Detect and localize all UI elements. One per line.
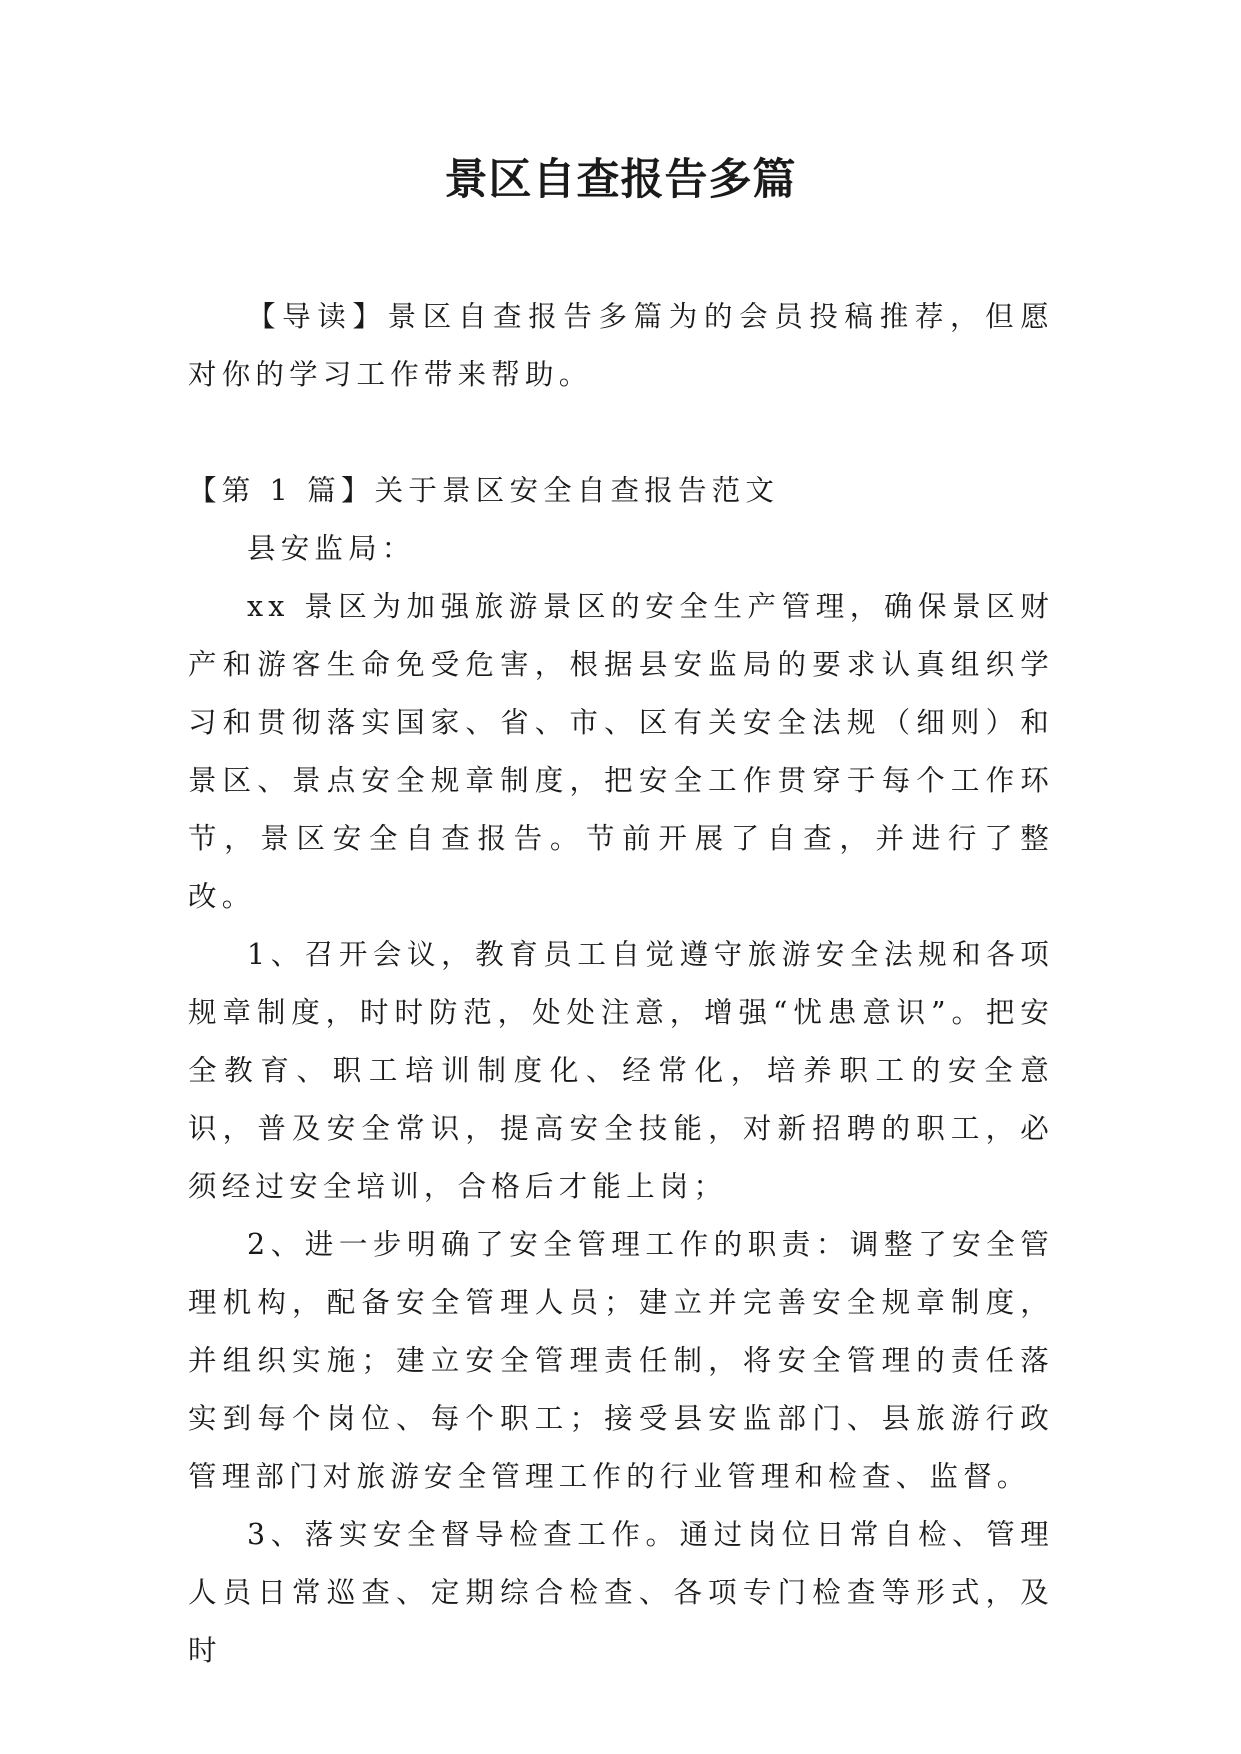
body-paragraph: 2、进一步明确了安全管理工作的职责：调整了安全管理机构，配备安全管理人员；建立并完善安全规章制度，并组织实施；建立安全管理责任制，将安全管理的责任落实到每个岗位、每个职工；接受县安监部门、县旅游行政管理部门对旅游安全管理工作的行业管理和检查、监督。: [188, 1228, 1054, 1493]
spacer: [188, 404, 1054, 462]
intro-paragraph: 【导读】景区自查报告多篇为的会员投稿推荐，但愿对你的学习工作带来帮助。: [188, 300, 1054, 391]
salutation: 县安监局：: [247, 532, 416, 565]
body-paragraph: 3、落实安全督导检查工作。通过岗位日常自检、管理人员日常巡查、定期综合检查、各项专门检查等形式，及时: [188, 1518, 1054, 1667]
body-paragraph: xx 景区为加强旅游景区的安全生产管理，确保景区财产和游客生命免受危害，根据县安监局的要求认真组织学习和贯彻落实国家、省、市、区有关安全法规（细则）和景区、景点安全规章制度，把安全工作贯穿于每个工作环节，景区安全自查报告。节前开展了自查，并进行了整改。: [188, 590, 1054, 913]
document-body: [188, 288, 1054, 1680]
body-paragraph: 1、召开会议，教育员工自觉遵守旅游安全法规和各项规章制度，时时防范，处处注意，增强“忧患意识”。把安全教育、职工培训制度化、经常化，培养职工的安全意识，普及安全常识，提高安全技能，对新招聘的职工，必须经过安全培训，合格后才能上岗；: [188, 938, 1054, 1203]
document-title: 景区自查报告多篇: [444, 155, 797, 205]
section-heading: 【第 1 篇】关于景区安全自查报告范文: [188, 474, 780, 507]
